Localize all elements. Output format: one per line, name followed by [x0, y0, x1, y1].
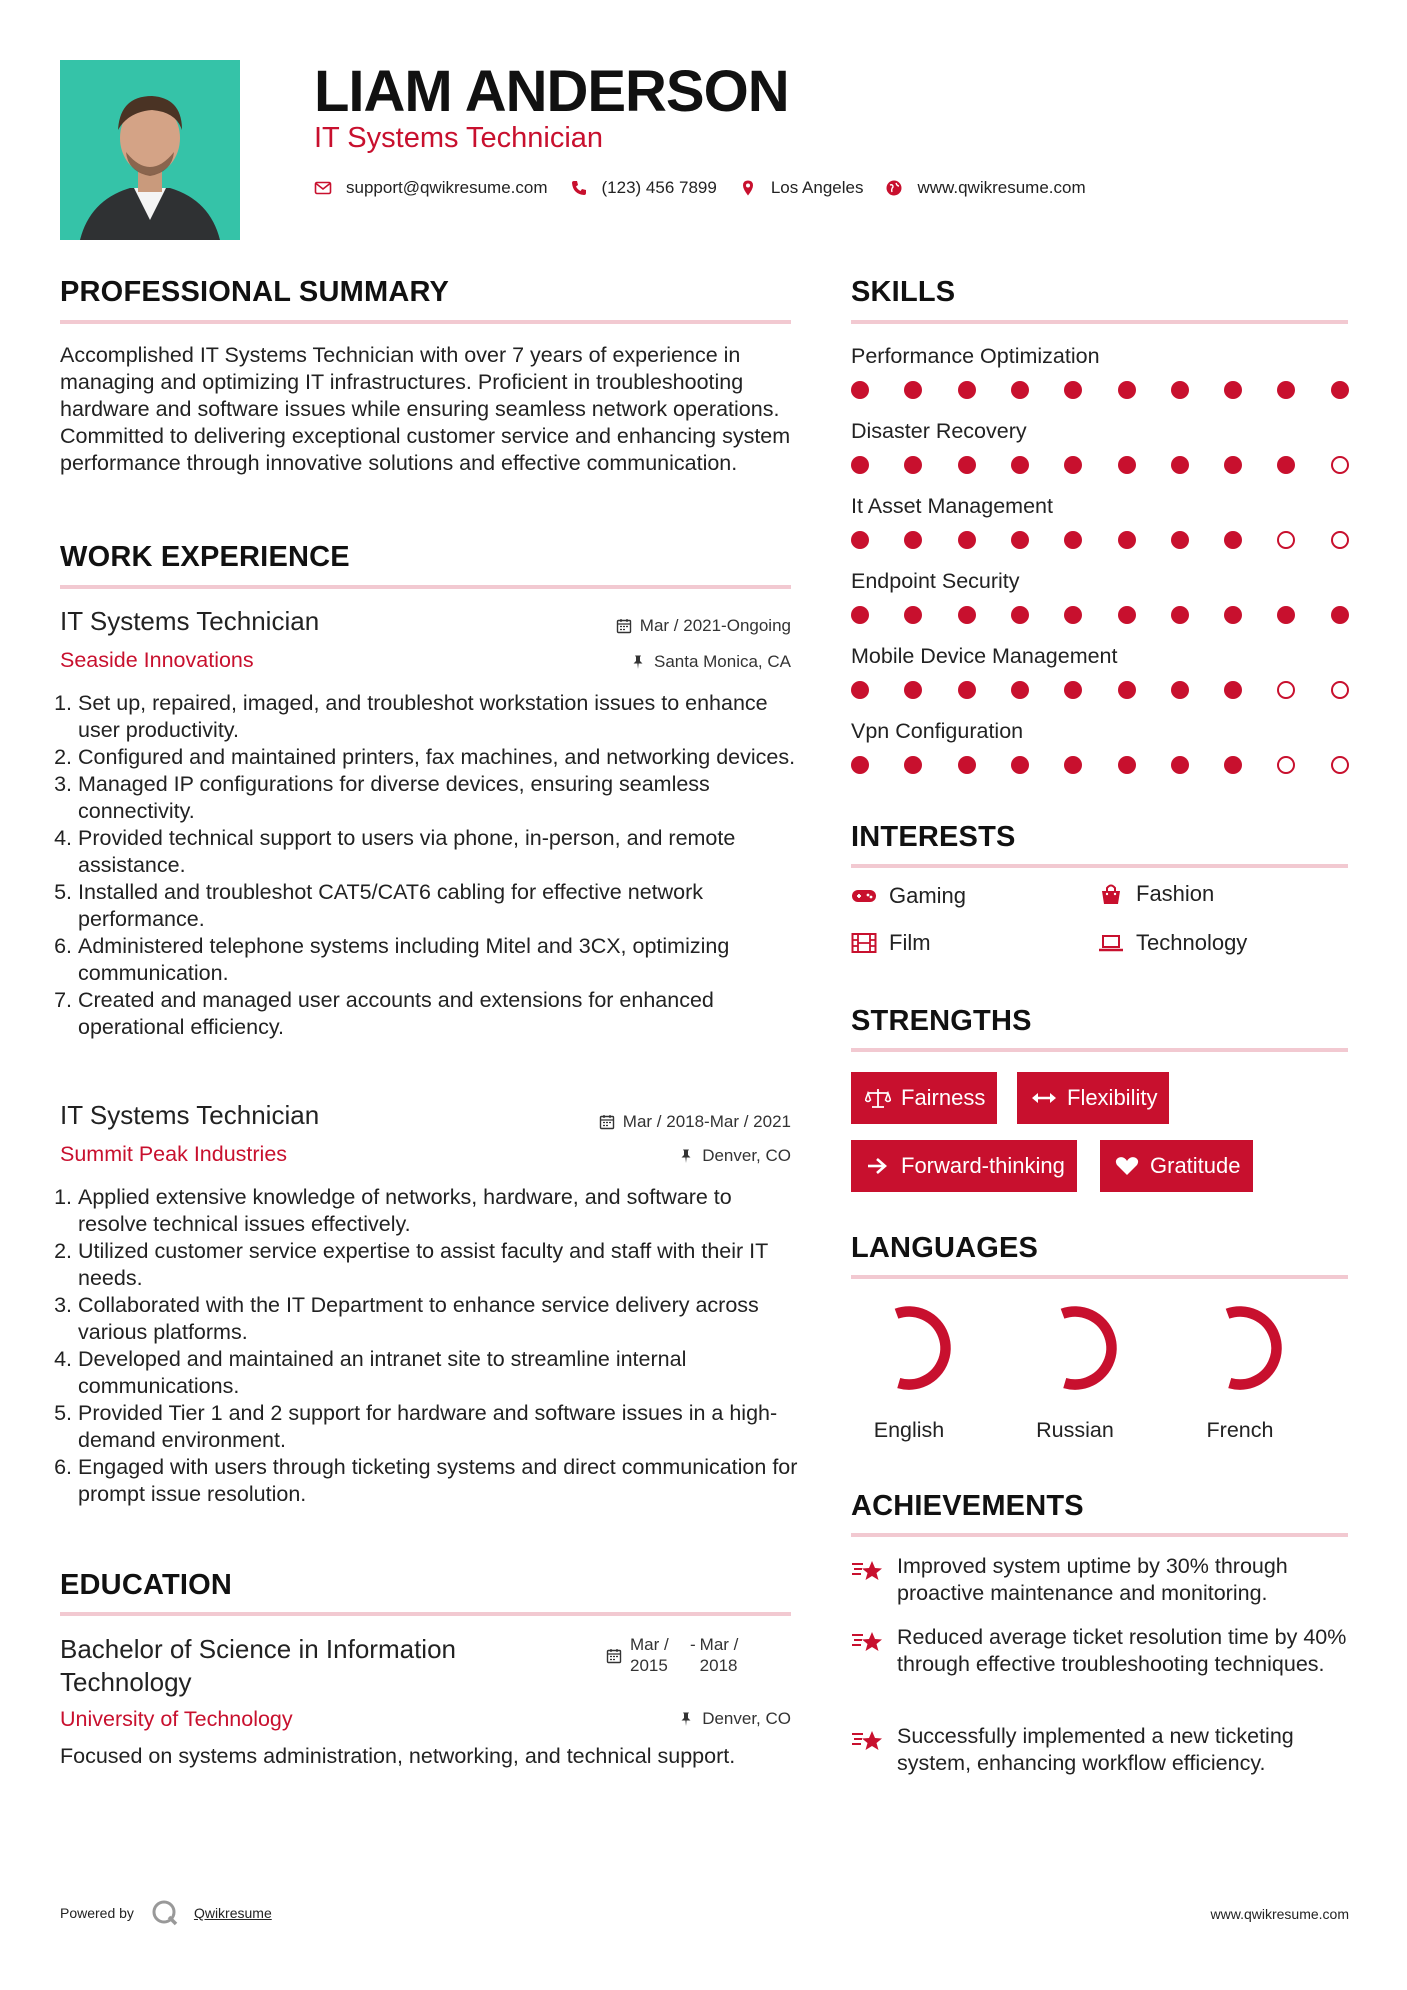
pushpin-icon	[678, 1711, 694, 1727]
location-text: Los Angeles	[770, 178, 864, 197]
qwikresume-logo-icon	[150, 1898, 180, 1928]
language-name: Russian	[1036, 1418, 1114, 1442]
strength-label: Forward-thinking	[901, 1153, 1065, 1178]
footer-website[interactable]: www.qwikresume.com	[1210, 1906, 1349, 1922]
achievement-text: Reduced average ticket resolution time by 40% through effective troubleshooting techniques.	[897, 1625, 1347, 1676]
skill-dot-filled	[1277, 606, 1295, 624]
skill-dot-filled	[1064, 381, 1082, 399]
skill-dot-empty	[1277, 531, 1295, 549]
skill-dot-filled	[1118, 531, 1136, 549]
skill-name: Vpn Configuration	[851, 719, 1024, 743]
language-progress-arc	[1193, 1301, 1287, 1395]
laptop-icon	[1098, 932, 1124, 954]
job-2-location	[678, 1146, 791, 1166]
skill-dot-filled	[851, 531, 869, 549]
contact-phone[interactable]	[570, 178, 717, 198]
skill-dot-empty	[1331, 531, 1349, 549]
profile-photo	[60, 60, 240, 240]
duty-item: 6. Engaged with users through ticketing systems and direct communication for prompt issue resolution.	[78, 1454, 800, 1508]
shooting-star-icon	[851, 1725, 885, 1755]
contact-website[interactable]	[885, 178, 1085, 198]
duty-item: 5. Installed and troubleshot CAT5/CAT6 cabling for effective network performance.	[78, 879, 800, 933]
duty-item: 5. Provided Tier 1 and 2 support for hardware and software issues in a high-demand environment.	[78, 1400, 800, 1454]
skill-dot-filled	[1118, 606, 1136, 624]
education-heading: EDUCATION	[60, 1569, 233, 1601]
job-1-duties	[60, 690, 800, 1041]
language-name: English	[873, 1418, 945, 1442]
job-2-title: IT Systems Technician	[60, 1100, 320, 1130]
globe-icon	[885, 179, 903, 197]
skill-dot-filled	[958, 756, 976, 774]
skill-dot-filled	[1064, 756, 1082, 774]
skill-dot-filled	[1011, 456, 1029, 474]
skill-dot-filled	[1171, 606, 1189, 624]
contact-location	[739, 178, 864, 198]
strength-forward-thinking	[851, 1140, 1077, 1192]
summary-divider	[60, 320, 791, 324]
strengths-divider	[851, 1048, 1348, 1052]
skill-rating	[851, 381, 1351, 401]
skill-dot-filled	[851, 381, 869, 399]
skill-dot-filled	[851, 681, 869, 699]
skill-dot-filled	[958, 681, 976, 699]
skill-dot-filled	[1118, 456, 1136, 474]
education-dates: Mar / 2015 - Mar / 2018	[606, 1634, 750, 1676]
achievement-item	[851, 1553, 1351, 1607]
envelope-icon	[314, 179, 332, 197]
interest-technology	[1098, 930, 1247, 956]
duty-item: 1. Set up, repaired, imaged, and troubleshot workstation issues to enhance user productivity.	[78, 690, 800, 744]
skill-dot-filled	[1277, 381, 1295, 399]
interest-label: Technology	[1136, 930, 1248, 955]
skills-divider	[851, 320, 1348, 324]
experience-heading: WORK EXPERIENCE	[60, 541, 350, 573]
skill-dot-filled	[1171, 531, 1189, 549]
skill-name: It Asset Management	[851, 494, 1053, 518]
skill-dot-filled	[1171, 381, 1189, 399]
brand-link[interactable]: Qwikresume	[193, 1905, 272, 1921]
skill-dot-filled	[904, 531, 922, 549]
strength-label: Flexibility	[1067, 1085, 1158, 1110]
duty-item: 3. Collaborated with the IT Department to enhance service delivery across various platforms.	[78, 1292, 800, 1346]
job-2-company: Summit Peak Industries	[60, 1142, 288, 1166]
skill-dot-filled	[904, 381, 922, 399]
education-location-text: Denver, CO	[702, 1709, 791, 1728]
skill-dot-filled	[1064, 456, 1082, 474]
skill-dot-filled	[1064, 606, 1082, 624]
interest-film	[851, 930, 931, 956]
skill-name: Endpoint Security	[851, 569, 1020, 593]
duty-item: 4. Developed and maintained an intranet site to streamline internal communications.	[78, 1346, 800, 1400]
calendar-icon	[616, 618, 632, 634]
skill-dot-filled	[958, 456, 976, 474]
skill-dot-filled	[1171, 756, 1189, 774]
duty-item: 4. Provided technical support to users via phone, in-person, and remote assistance.	[78, 825, 800, 879]
skill-dot-filled	[1331, 381, 1349, 399]
skill-rating	[851, 756, 1351, 776]
job-2-duties	[60, 1184, 800, 1508]
shopping-bag-icon	[1098, 883, 1124, 905]
calendar-icon	[599, 1114, 615, 1130]
skill-dot-filled	[1118, 756, 1136, 774]
achievements-divider	[851, 1533, 1348, 1537]
education-school: University of Technology	[60, 1707, 293, 1731]
skill-dot-filled	[1064, 681, 1082, 699]
arrows-horizontal-icon	[1031, 1087, 1057, 1109]
language-progress-ring	[1027, 1300, 1123, 1396]
skill-dot-filled	[904, 756, 922, 774]
language-progress-arc	[862, 1301, 956, 1395]
skill-dot-filled	[1224, 756, 1242, 774]
skill-dot-filled	[1224, 606, 1242, 624]
education-end-date: Mar / 2018	[699, 1635, 739, 1675]
contact-bar	[314, 178, 1108, 198]
job-2-dates	[599, 1112, 791, 1132]
skill-dot-filled	[904, 681, 922, 699]
skills-heading: SKILLS	[851, 276, 956, 308]
phone-text: (123) 456 7899	[601, 178, 717, 197]
skill-dot-filled	[851, 606, 869, 624]
skill-name: Performance Optimization	[851, 344, 1100, 368]
skill-dot-filled	[1011, 381, 1029, 399]
interests-heading: INTERESTS	[851, 821, 1016, 853]
job-1-dates	[616, 616, 791, 636]
skill-dot-filled	[1331, 606, 1349, 624]
phone-icon	[570, 179, 588, 197]
language-progress-ring	[1192, 1300, 1288, 1396]
skill-dot-filled	[1224, 681, 1242, 699]
strengths-heading: STRENGTHS	[851, 1005, 1032, 1037]
skill-dot-filled	[1171, 456, 1189, 474]
job-1-dates-text: Mar / 2021-Ongoing	[639, 616, 791, 635]
language-item	[1015, 1300, 1135, 1443]
skill-dot-filled	[958, 531, 976, 549]
skill-dot-filled	[1224, 456, 1242, 474]
skill-rating	[851, 681, 1351, 701]
skill-dot-empty	[1331, 756, 1349, 774]
duty-item: 3. Managed IP configurations for diverse devices, ensuring seamless connectivity.	[78, 771, 800, 825]
job-1-title: IT Systems Technician	[60, 606, 320, 636]
interest-fashion	[1098, 881, 1214, 907]
languages-divider	[851, 1275, 1348, 1279]
email-text: support@qwikresume.com	[346, 178, 548, 197]
achievement-text: Improved system uptime by 30% through proactive maintenance and monitoring.	[897, 1554, 1288, 1605]
gamepad-icon	[851, 885, 877, 907]
heart-icon	[1114, 1155, 1140, 1177]
skill-dot-empty	[1331, 456, 1349, 474]
job-2-location-text: Denver, CO	[702, 1146, 791, 1165]
skill-dot-filled	[1118, 681, 1136, 699]
website-text: www.qwikresume.com	[917, 178, 1086, 197]
achievements-heading: ACHIEVEMENTS	[851, 1490, 1084, 1522]
skill-dot-filled	[1277, 456, 1295, 474]
skill-dot-filled	[1064, 531, 1082, 549]
strength-gratitude	[1100, 1140, 1253, 1192]
arrow-right-icon	[865, 1155, 891, 1177]
skill-dot-filled	[958, 381, 976, 399]
education-description: Focused on systems administration, networking, and technical support.	[60, 1744, 736, 1768]
skill-name: Mobile Device Management	[851, 644, 1118, 668]
duty-item: 7. Created and managed user accounts and extensions for enhanced operational efficiency.	[78, 987, 800, 1041]
skill-dot-filled	[851, 456, 869, 474]
job-2-dates-text: Mar / 2018-Mar / 2021	[622, 1112, 791, 1131]
footer-powered-by	[60, 1898, 272, 1928]
skill-dot-empty	[1277, 681, 1295, 699]
languages-heading: LANGUAGES	[851, 1232, 1039, 1264]
job-1-location-text: Santa Monica, CA	[653, 652, 791, 671]
achievement-text: Successfully implemented a new ticketing system, enhancing workflow efficiency.	[897, 1724, 1294, 1775]
skill-dot-filled	[1011, 756, 1029, 774]
language-progress-arc	[1028, 1301, 1122, 1395]
education-degree: Bachelor of Science in Information Technology	[60, 1634, 456, 1697]
shooting-star-icon	[851, 1555, 885, 1585]
powered-by-label: Powered by	[60, 1905, 134, 1921]
language-progress-ring	[861, 1300, 957, 1396]
skill-dot-filled	[904, 606, 922, 624]
skill-rating	[851, 606, 1351, 626]
job-1-location	[630, 652, 791, 672]
skill-rating	[851, 456, 1351, 476]
skill-name: Disaster Recovery	[851, 419, 1027, 443]
interest-label: Film	[889, 930, 931, 955]
skill-dot-filled	[1171, 681, 1189, 699]
skill-rating	[851, 531, 1351, 551]
education-start-date: Mar / 2015	[630, 1635, 669, 1675]
interest-gaming	[851, 883, 966, 909]
duty-item: 2. Utilized customer service expertise to assist faculty and staff with their IT needs.	[78, 1238, 800, 1292]
pushpin-icon	[678, 1148, 694, 1164]
balance-scale-icon	[865, 1087, 891, 1109]
skill-dot-filled	[904, 456, 922, 474]
film-icon	[851, 932, 877, 954]
job-1-company: Seaside Innovations	[60, 648, 254, 672]
duty-item: 1. Applied extensive knowledge of networks, hardware, and software to resolve technical issues effectively.	[78, 1184, 800, 1238]
duty-item: 6. Administered telephone systems including Mitel and 3CX, optimizing communication.	[78, 933, 800, 987]
skill-dot-filled	[851, 756, 869, 774]
language-item	[1180, 1300, 1300, 1443]
shooting-star-icon	[851, 1626, 885, 1656]
education-location	[678, 1709, 791, 1729]
map-marker-icon	[739, 179, 757, 197]
candidate-role: IT Systems Technician	[314, 122, 604, 154]
education-divider	[60, 1612, 791, 1616]
skill-dot-filled	[958, 606, 976, 624]
summary-heading: PROFESSIONAL SUMMARY	[60, 276, 450, 308]
strength-fairness	[851, 1072, 997, 1124]
skill-dot-filled	[1011, 531, 1029, 549]
candidate-name: LIAM ANDERSON	[314, 59, 789, 124]
interest-label: Fashion	[1136, 881, 1215, 906]
interest-label: Gaming	[889, 883, 967, 908]
skill-dot-filled	[1224, 531, 1242, 549]
strength-flexibility	[1017, 1072, 1169, 1124]
strength-label: Fairness	[901, 1085, 986, 1110]
experience-divider	[60, 585, 791, 589]
duty-item: 2. Configured and maintained printers, fax machines, and networking devices.	[78, 744, 800, 771]
calendar-icon	[606, 1648, 622, 1664]
achievement-item	[851, 1723, 1351, 1777]
contact-email[interactable]	[314, 178, 548, 198]
language-item	[849, 1300, 969, 1443]
skill-dot-filled	[1224, 381, 1242, 399]
achievement-item	[851, 1624, 1351, 1678]
language-name: French	[1206, 1418, 1274, 1442]
summary-text: Accomplished IT Systems Technician with over 7 years of experience in managing and optimizing IT infrastructures. Proficient in troubleshooting hardware and software issues while ensuring seamless network operations. Committed to delivering exceptional customer service and enhancing system performance through innovative solutions and effective communication.	[60, 343, 791, 475]
strength-label: Gratitude	[1150, 1153, 1241, 1178]
skill-dot-filled	[1118, 381, 1136, 399]
person-portrait-icon	[60, 60, 240, 240]
pushpin-icon	[630, 654, 646, 670]
skill-dot-empty	[1331, 681, 1349, 699]
skill-dot-filled	[1011, 606, 1029, 624]
interests-divider	[851, 864, 1348, 868]
skill-dot-empty	[1277, 756, 1295, 774]
skill-dot-filled	[1011, 681, 1029, 699]
